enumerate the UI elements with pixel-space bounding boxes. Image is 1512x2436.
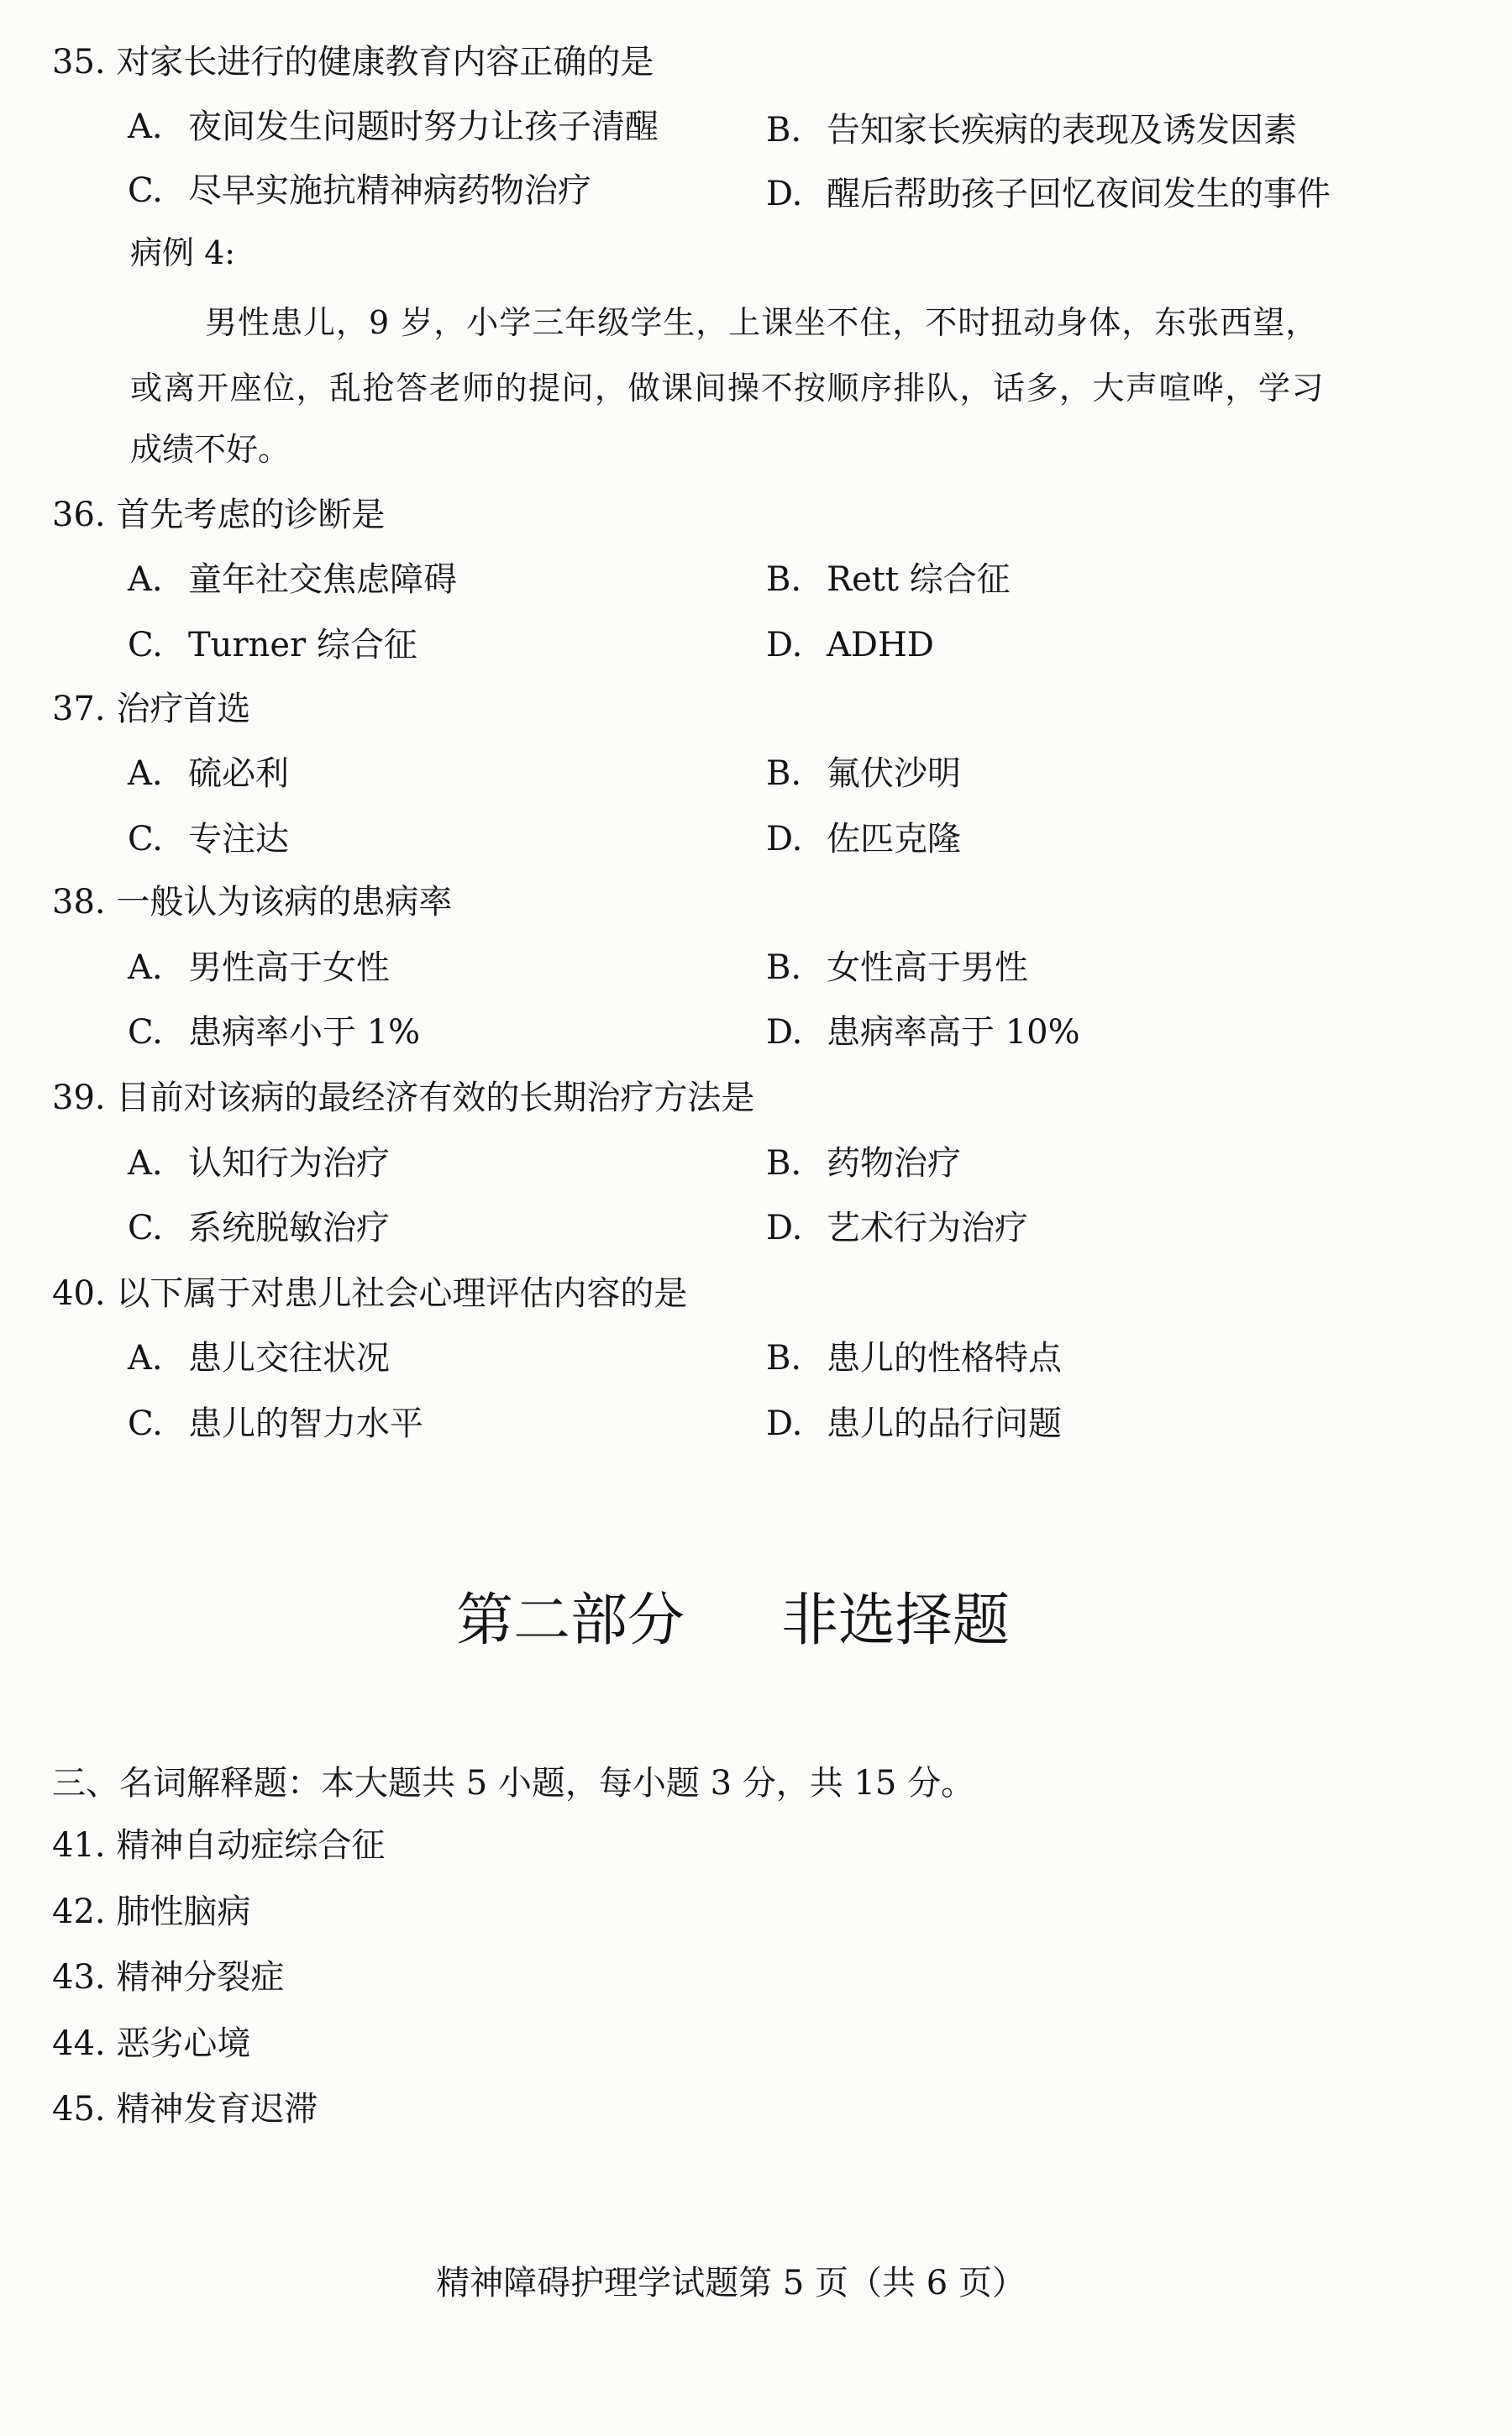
section3-heading: 三、名词解释题：本大题共 5 小题，每小题 3 分，共 15 分。 <box>52 1764 975 1803</box>
option-c <box>128 1011 420 1053</box>
question-number: 36. <box>52 496 106 534</box>
option-text: 硫必利 <box>188 754 289 793</box>
option-text: 认知行为治疗 <box>188 1144 390 1183</box>
question-number: 42. <box>52 1893 106 1931</box>
option-letter: D. <box>766 175 803 213</box>
option-text: 告知家长疾病的表现及诱发因素 <box>827 111 1297 150</box>
option-text: 氟伏沙明 <box>827 754 961 793</box>
option-a <box>128 753 289 795</box>
option-letter: B. <box>766 1144 802 1183</box>
option-letter: C. <box>128 1404 163 1443</box>
question-text: 肺性脑病 <box>116 1893 251 1931</box>
option-b <box>766 1142 961 1184</box>
option-letter: A. <box>128 1144 163 1183</box>
option-d <box>766 173 1331 215</box>
option-letter: C. <box>128 1209 163 1247</box>
option-text: 女性高于男性 <box>827 948 1028 987</box>
case-line-2: 或离开座位，乱抢答老师的提问，做课间操不按顺序排队，话多，大声喧哗，学习 <box>130 370 1326 407</box>
option-c <box>128 818 289 860</box>
question-number: 44. <box>52 2024 106 2063</box>
term-42 <box>52 1891 250 1933</box>
option-letter: D. <box>766 1209 803 1247</box>
case-title: 病例 4: <box>130 234 236 271</box>
option-text: 药物治疗 <box>827 1144 961 1183</box>
option-a <box>128 559 457 601</box>
option-text: 患病率高于 10% <box>827 1013 1080 1052</box>
option-letter: B. <box>766 560 802 599</box>
option-d <box>766 1403 1062 1445</box>
option-text: 夜间发生问题时努力让孩子清醒 <box>188 108 659 146</box>
option-b <box>766 559 1011 601</box>
option-text: 患儿的性格特点 <box>827 1339 1062 1378</box>
option-letter: A. <box>128 948 163 987</box>
case-line-3: 成绩不好。 <box>130 431 291 468</box>
question-number: 38. <box>52 883 106 921</box>
question-text: 一般认为该病的患病率 <box>116 883 453 921</box>
part2-heading-left: 第二部分 <box>456 1588 685 1654</box>
question-number: 40. <box>52 1274 106 1313</box>
option-b <box>766 1337 1062 1379</box>
option-a <box>128 106 659 148</box>
case-line-1: 男性患儿，9 岁，小学三年级学生，上课坐不住，不时扭动身体，东张西望， <box>205 304 1319 341</box>
term-43 <box>52 1956 284 1998</box>
option-letter: D. <box>766 1404 803 1443</box>
option-letter: D. <box>766 626 803 664</box>
option-text: Turner 综合征 <box>188 626 417 664</box>
option-letter: B. <box>766 1339 802 1378</box>
option-letter: A. <box>128 108 163 146</box>
option-letter: A. <box>128 560 163 599</box>
option-letter: B. <box>766 754 802 793</box>
question-39 <box>52 1077 754 1119</box>
question-text: 精神发育迟滞 <box>116 2090 318 2129</box>
option-a <box>128 947 390 989</box>
question-text: 恶劣心境 <box>116 2024 251 2063</box>
option-text: 男性高于女性 <box>188 948 390 987</box>
option-b <box>766 109 1297 151</box>
option-text: Rett 综合征 <box>827 560 1011 599</box>
option-text: 系统脱敏治疗 <box>188 1209 390 1247</box>
option-b <box>766 947 1028 989</box>
option-c <box>128 170 591 212</box>
option-d <box>766 1011 1080 1053</box>
option-a <box>128 1337 390 1379</box>
option-d <box>766 818 961 860</box>
question-36 <box>52 494 385 536</box>
question-text: 以下属于对患儿社会心理评估内容的是 <box>116 1274 688 1313</box>
option-d <box>766 1207 1028 1249</box>
question-37 <box>52 688 250 730</box>
page-footer: 精神障碍护理学试题第 5 页（共 6 页） <box>436 2264 1026 2302</box>
option-text: 醒后帮助孩子回忆夜间发生的事件 <box>827 175 1331 213</box>
option-letter: B. <box>766 111 802 150</box>
option-c <box>128 1207 390 1249</box>
option-letter: C. <box>128 171 163 210</box>
option-letter: A. <box>128 754 163 793</box>
option-d <box>766 624 934 666</box>
question-40 <box>52 1273 687 1315</box>
option-text: 艺术行为治疗 <box>827 1209 1028 1247</box>
option-letter: D. <box>766 820 803 858</box>
option-letter: B. <box>766 948 802 987</box>
option-text: 患儿的智力水平 <box>188 1404 423 1443</box>
option-letter: D. <box>766 1013 803 1052</box>
option-c <box>128 624 417 666</box>
question-text: 精神分裂症 <box>116 1958 285 1997</box>
option-letter: A. <box>128 1339 163 1378</box>
option-text: 尽早实施抗精神病药物治疗 <box>188 171 591 210</box>
question-text: 对家长进行的健康教育内容正确的是 <box>116 43 654 81</box>
option-text: 患儿交往状况 <box>188 1339 390 1378</box>
term-45 <box>52 2088 318 2130</box>
question-number: 41. <box>52 1826 106 1865</box>
question-38 <box>52 881 452 923</box>
option-a <box>128 1142 390 1184</box>
question-number: 37. <box>52 690 106 728</box>
question-text: 精神自动症综合征 <box>116 1826 386 1865</box>
term-44 <box>52 2023 250 2065</box>
question-text: 治疗首选 <box>116 690 251 728</box>
option-c <box>128 1403 423 1445</box>
question-number: 43. <box>52 1958 106 1997</box>
term-41 <box>52 1824 385 1866</box>
question-number: 39. <box>52 1079 106 1117</box>
part2-heading-right: 非选择题 <box>781 1588 1011 1654</box>
option-text: 童年社交焦虑障碍 <box>188 560 457 599</box>
option-text: ADHD <box>827 626 934 664</box>
question-number: 45. <box>52 2090 106 2129</box>
option-b <box>766 753 961 795</box>
option-text: 患病率小于 1% <box>188 1013 421 1052</box>
option-text: 患儿的品行问题 <box>827 1404 1062 1443</box>
option-text: 专注达 <box>188 820 289 858</box>
question-text: 目前对该病的最经济有效的长期治疗方法是 <box>116 1079 755 1117</box>
question-text: 首先考虑的诊断是 <box>116 496 386 534</box>
option-letter: C. <box>128 1013 163 1052</box>
question-35 <box>52 41 654 83</box>
question-number: 35. <box>52 43 106 81</box>
option-letter: C. <box>128 626 163 664</box>
option-text: 佐匹克隆 <box>827 820 961 858</box>
option-letter: C. <box>128 820 163 858</box>
